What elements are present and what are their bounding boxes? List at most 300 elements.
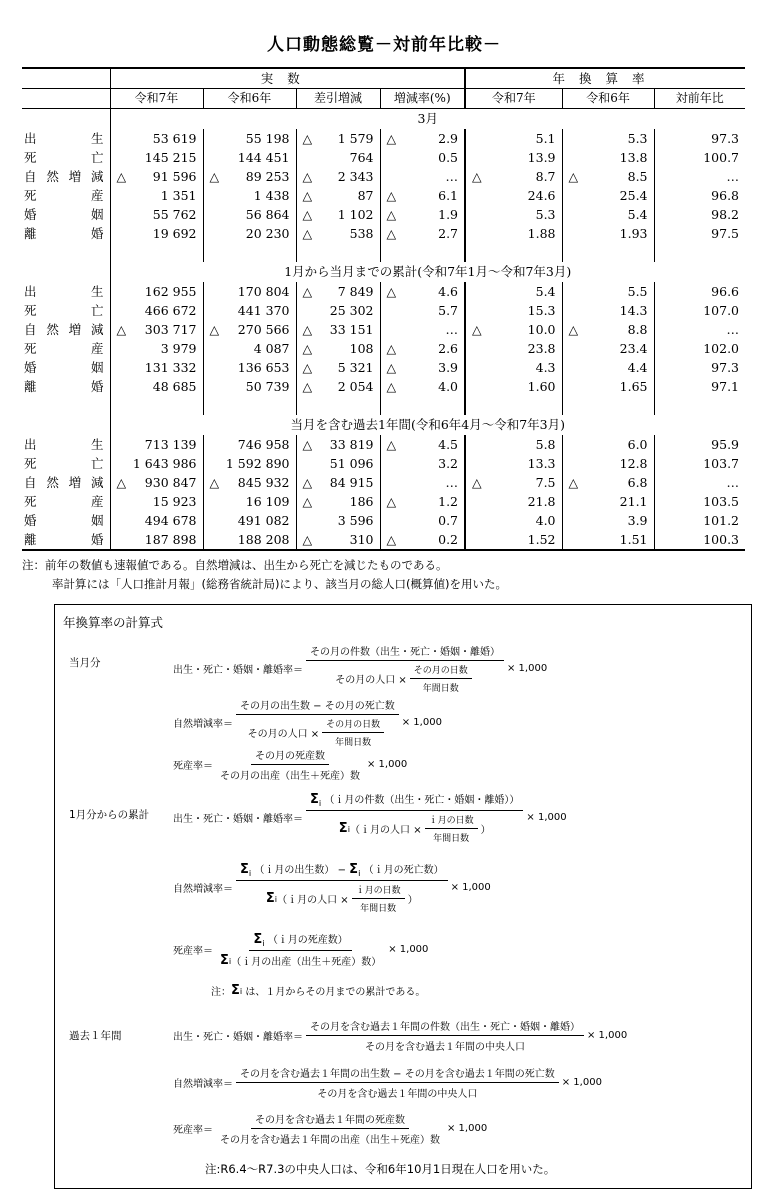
cell-value: 10.0: [527, 322, 556, 337]
row-label: 出生: [24, 437, 104, 452]
cell-y7: [465, 282, 562, 301]
cell-rate: [380, 435, 465, 454]
cell-value: 20 230: [245, 226, 290, 241]
cell-value: 12.8: [619, 456, 648, 471]
numerator: その月の件数（出生・死亡・婚姻・離婚）: [306, 643, 504, 661]
cell-y7: [465, 530, 562, 550]
row-label: 死亡: [24, 456, 104, 471]
table-row: [22, 377, 745, 396]
cell-value: 1.65: [619, 379, 648, 394]
cell-y6: [562, 435, 654, 454]
cell-r7: [110, 473, 203, 492]
times-1000: × 1,000: [507, 663, 548, 674]
cell-y7: [465, 358, 562, 377]
cell-value: 1 351: [160, 188, 197, 203]
denominator: [331, 661, 479, 694]
cell-value: 5.5: [627, 284, 648, 299]
formula-cumulative-natural: [173, 861, 491, 914]
cell-y7: [465, 186, 562, 205]
cell-diff: [296, 511, 380, 530]
cell-value: 4.5: [438, 437, 459, 452]
cell-value: 3.9: [438, 360, 459, 375]
cell-rate: [380, 129, 465, 148]
numerator: その月を含む過去１年間の出生数 − その月を含む過去１年間の死亡数: [236, 1065, 559, 1083]
cell-value: 13.9: [527, 150, 556, 165]
days-top: ｉ月の日数: [425, 813, 478, 829]
table-row: [22, 205, 745, 224]
cell-r6: [203, 129, 296, 148]
table-row: [22, 148, 745, 167]
cell-value: 23.4: [619, 341, 648, 356]
cell-value: 186: [349, 494, 374, 509]
col-diff: 差引増減: [296, 89, 380, 109]
cell-ratio: [654, 186, 745, 205]
cell-value: …: [726, 475, 740, 490]
minus-triangle-icon: △: [386, 360, 397, 375]
cell-value: 19 692: [152, 226, 197, 241]
times-1000: × 1,000: [450, 882, 491, 893]
denominator: [262, 881, 422, 914]
page-title: 人口動態総覧－対前年比較－: [267, 35, 501, 55]
cell-value: 144 451: [237, 150, 290, 165]
cell-r6: [203, 435, 296, 454]
cell-rate: [380, 301, 465, 320]
cell-value: 100.7: [703, 150, 740, 165]
cell-diff: [296, 186, 380, 205]
cell-y7: [465, 492, 562, 511]
cell-y7: [465, 148, 562, 167]
cell-y7: [465, 473, 562, 492]
minus-triangle-icon: △: [209, 169, 220, 184]
cell-y7: [465, 377, 562, 396]
cell-r7: [110, 339, 203, 358]
cell-r6: [203, 339, 296, 358]
cell-value: 1.2: [438, 494, 459, 509]
days-fraction: [352, 883, 405, 914]
cell-value: 51 096: [329, 456, 374, 471]
lhs-rate: 出生・死亡・婚姻・離婚率＝: [173, 1032, 303, 1043]
cell-value: 845 932: [237, 475, 290, 490]
minus-triangle-icon: △: [302, 360, 313, 375]
cell-y7: [465, 435, 562, 454]
cell-value: 48 685: [152, 379, 197, 394]
cell-value: 24.6: [527, 188, 556, 203]
note-1: 注：前年の数値も速報値である。自然増減は、出生から死亡を減じたものである。: [22, 558, 448, 572]
table-row: [22, 530, 745, 550]
cell-ratio: [654, 454, 745, 473]
minus-triangle-icon: △: [302, 226, 313, 241]
minus: −: [337, 865, 346, 876]
numerator: その月の出生数 − その月の死亡数: [236, 697, 399, 715]
cell-value: 2.9: [438, 131, 459, 146]
cell-diff: [296, 148, 380, 167]
cell-r7: [110, 282, 203, 301]
cell-rate: [380, 473, 465, 492]
cell-r7: [110, 301, 203, 320]
cell-value: 170 804: [237, 284, 290, 299]
cell-value: 466 672: [144, 303, 197, 318]
sigma-icon: Σ: [240, 862, 249, 877]
cell-value: 13.8: [619, 150, 648, 165]
cell-value: 50 739: [245, 379, 290, 394]
cell-value: 1.52: [527, 532, 556, 547]
table-row: [22, 454, 745, 473]
formula-monthly-rate: [173, 643, 547, 694]
cell-rate: [380, 205, 465, 224]
cell-value: 56 864: [245, 207, 290, 222]
cell-value: 8.8: [627, 322, 648, 337]
cell-y6: [562, 511, 654, 530]
cell-y6: [562, 530, 654, 550]
cell-r6: [203, 301, 296, 320]
cell-value: 25.4: [619, 188, 648, 203]
minus-triangle-icon: △: [209, 322, 220, 337]
cell-rate: [380, 320, 465, 339]
cell-value: 7.5: [535, 475, 556, 490]
cell-value: 97.3: [711, 131, 740, 146]
denominator: その月を含む過去１年間の中央人口: [365, 1042, 525, 1053]
minus-triangle-icon: △: [116, 322, 127, 337]
cell-y6: [562, 282, 654, 301]
cell-value: 84 915: [329, 475, 374, 490]
cell-y7: [465, 511, 562, 530]
cell-y6: [562, 205, 654, 224]
cell-diff: [296, 339, 380, 358]
cell-value: 89 253: [245, 169, 290, 184]
table-row: [22, 129, 745, 148]
num-deaths: （ｉ月の死亡数）: [363, 865, 444, 876]
denom-text: （ｉ月の出産（出生＋死産）数）: [231, 957, 382, 968]
minus-triangle-icon: △: [302, 169, 313, 184]
cell-y7: [465, 339, 562, 358]
sigma-sub: i: [239, 985, 243, 996]
section-title: 1月から当月までの累計(令和7年1月～令和7年3月): [110, 262, 745, 282]
cell-ratio: [654, 301, 745, 320]
numerator: [236, 861, 448, 881]
cell-r6: [203, 148, 296, 167]
cell-value: 0.5: [438, 150, 459, 165]
cell-y6: [562, 492, 654, 511]
cell-value: 6.8: [627, 475, 648, 490]
denom-text: その月の人口 ×: [247, 729, 320, 740]
numerator: その月を含む過去１年間の件数（出生・死亡・婚姻・離婚）: [306, 1018, 584, 1036]
cell-value: 131 332: [144, 360, 197, 375]
cell-r6: [203, 282, 296, 301]
formula-past-rate: [173, 1018, 627, 1053]
days-top: その月の日数: [322, 717, 384, 733]
cell-diff: [296, 454, 380, 473]
cell-value: 103.7: [703, 456, 740, 471]
cell-y7: [465, 205, 562, 224]
fraction: [306, 791, 523, 844]
cell-rate: [380, 167, 465, 186]
cell-value: 1.93: [619, 226, 648, 241]
cell-value: 1 438: [253, 188, 290, 203]
sigma-sub: i: [274, 893, 278, 904]
cell-r7: [110, 377, 203, 396]
minus-triangle-icon: △: [302, 379, 313, 394]
cell-y6: [562, 358, 654, 377]
cell-ratio: [654, 320, 745, 339]
section-title-row: [22, 109, 745, 130]
cell-y6: [562, 167, 654, 186]
numerator: その月の死産数: [251, 747, 329, 765]
cell-rate: [380, 148, 465, 167]
cell-value: 1.51: [619, 532, 648, 547]
cell-value: 746 958: [237, 437, 290, 452]
lhs-stillbirth: 死産率＝: [173, 1125, 213, 1136]
note-2: 率計算には「人口推計月報」(総務省統計局)により、該当月の総人口(概算値)を用いた。: [52, 577, 507, 591]
formula-title: 年換算率の計算式: [63, 615, 164, 630]
section-spacer: [22, 396, 745, 415]
fraction: [306, 643, 504, 694]
cell-r7: [110, 454, 203, 473]
cell-y6: [562, 186, 654, 205]
sigma-icon: Σ: [253, 932, 263, 947]
row-label: 自然増減: [24, 322, 104, 337]
row-label: 死亡: [24, 303, 104, 318]
minus-triangle-icon: △: [386, 188, 397, 203]
cell-y6: [562, 454, 654, 473]
col-r7: 令和7年: [110, 89, 203, 109]
cell-value: 4.0: [438, 379, 459, 394]
cell-r7: [110, 320, 203, 339]
fraction: [306, 1018, 584, 1053]
cell-rate: [380, 511, 465, 530]
cell-value: …: [445, 322, 459, 337]
header-row-groups: [22, 68, 745, 89]
sigma-sub: i: [262, 938, 265, 948]
cell-value: 107.0: [703, 303, 740, 318]
cell-r7: [110, 511, 203, 530]
table-row: [22, 511, 745, 530]
label-past-year: 過去１年間: [69, 1030, 122, 1042]
section-title-row: [22, 262, 745, 282]
cell-diff: [296, 435, 380, 454]
formula-box: [54, 604, 752, 1189]
row-label: 死産: [24, 341, 104, 356]
cell-r7: [110, 358, 203, 377]
cell-value: 3 596: [337, 513, 374, 528]
cell-ratio: [654, 129, 745, 148]
cell-value: 101.2: [703, 513, 740, 528]
minus-triangle-icon: △: [116, 475, 127, 490]
cell-value: 5.7: [438, 303, 459, 318]
cell-value: 764: [349, 150, 374, 165]
sigma-sub: i: [318, 798, 322, 808]
note-prefix: 注：: [211, 987, 231, 998]
denominator: その月を含む過去１年間の出産（出生＋死産）数: [220, 1135, 440, 1146]
header-annual-rate: 年換算率: [465, 68, 745, 89]
formula-monthly-natural: [173, 697, 442, 748]
days-bot: 年間日数: [433, 834, 470, 844]
close-paren: ）: [407, 895, 418, 906]
table-row: [22, 167, 745, 186]
table-row: [22, 186, 745, 205]
cell-value: 188 208: [237, 532, 290, 547]
cell-diff: [296, 205, 380, 224]
sigma-note: [211, 983, 425, 998]
cell-r7: [110, 530, 203, 550]
numerator: [306, 791, 523, 811]
cell-ratio: [654, 148, 745, 167]
sigma-icon: Σ: [231, 983, 240, 998]
cell-r6: [203, 511, 296, 530]
cell-rate: [380, 224, 465, 243]
minus-triangle-icon: △: [472, 322, 482, 337]
cell-value: 1.9: [438, 207, 459, 222]
cell-value: 1 102: [337, 207, 374, 222]
cell-r7: [110, 205, 203, 224]
cell-r6: [203, 320, 296, 339]
table-row: [22, 339, 745, 358]
row-label: 死産: [24, 494, 104, 509]
denominator: その月を含む過去１年間の中央人口: [317, 1089, 478, 1100]
table-row: [22, 301, 745, 320]
cell-ratio: [654, 167, 745, 186]
cell-ratio: [654, 530, 745, 550]
cell-rate: [380, 358, 465, 377]
times-1000: × 1,000: [367, 759, 408, 770]
sigma-sub: i: [248, 868, 252, 878]
table-notes: [22, 556, 507, 594]
lhs-natural: 自然増減率＝: [173, 719, 233, 730]
row-label: 出生: [24, 131, 104, 146]
cell-rate: [380, 492, 465, 511]
minus-triangle-icon: △: [386, 494, 397, 509]
days-top: ｉ月の日数: [352, 883, 405, 899]
minus-triangle-icon: △: [302, 475, 313, 490]
minus-triangle-icon: △: [386, 207, 397, 222]
cell-diff: [296, 301, 380, 320]
note-text: は、１月からその月までの累計である。: [245, 987, 426, 998]
cell-value: 96.6: [711, 284, 740, 299]
cell-value: 8.5: [627, 169, 648, 184]
row-label: 死産: [24, 188, 104, 203]
col-r6: 令和6年: [203, 89, 296, 109]
cell-ratio: [654, 511, 745, 530]
section-spacer: [22, 243, 745, 262]
cell-rate: [380, 339, 465, 358]
cell-value: 1.60: [527, 379, 556, 394]
cell-value: 97.5: [711, 226, 740, 241]
num-births: （ｉ月の出生数）: [254, 865, 335, 876]
cell-y6: [562, 320, 654, 339]
col-y7: 令和7年: [465, 89, 562, 109]
cell-y6: [562, 129, 654, 148]
cell-value: 6.0: [627, 437, 648, 452]
cell-value: 23.8: [527, 341, 556, 356]
cell-diff: [296, 129, 380, 148]
formula-past-natural: [173, 1065, 602, 1100]
days-bot: 年間日数: [422, 684, 459, 694]
lhs-stillbirth: 死産率＝: [173, 946, 213, 957]
cell-ratio: [654, 358, 745, 377]
cell-r6: [203, 358, 296, 377]
cell-value: 103.5: [703, 494, 740, 509]
label-monthly: 当月分: [69, 657, 101, 669]
sigma-icon: Σ: [220, 953, 229, 968]
days-fraction: [425, 813, 478, 844]
cell-r6: [203, 530, 296, 550]
days-bot: 年間日数: [335, 738, 372, 748]
lhs-natural: 自然増減率＝: [173, 1079, 233, 1090]
cell-value: 7 849: [337, 284, 374, 299]
cell-value: …: [445, 169, 459, 184]
cell-value: 91 596: [152, 169, 197, 184]
cell-value: 538: [349, 226, 374, 241]
cell-r7: [110, 435, 203, 454]
cell-value: 4.0: [535, 513, 556, 528]
sigma-icon: Σ: [310, 792, 319, 807]
cell-r7: [110, 148, 203, 167]
col-ratio: 対前年比: [654, 89, 745, 109]
sigma-sub: i: [228, 955, 232, 966]
cell-value: 930 847: [144, 475, 197, 490]
minus-triangle-icon: △: [472, 169, 482, 184]
days-top: その月の日数: [410, 663, 472, 679]
cell-value: 33 151: [329, 322, 374, 337]
cell-ratio: [654, 339, 745, 358]
cell-diff: [296, 282, 380, 301]
cell-value: 1.88: [527, 226, 556, 241]
cell-value: 97.1: [711, 379, 740, 394]
cell-value: 0.7: [438, 513, 459, 528]
cell-value: 21.8: [527, 494, 556, 509]
cell-value: 4.3: [535, 360, 556, 375]
numerator: [249, 931, 351, 951]
cell-value: 2 343: [337, 169, 374, 184]
cell-value: 55 762: [152, 207, 197, 222]
cell-y7: [465, 454, 562, 473]
denom-text: （ｉ月の人口 ×: [277, 895, 349, 906]
cell-rate: [380, 282, 465, 301]
minus-triangle-icon: △: [386, 437, 397, 452]
cell-value: 5.4: [535, 284, 556, 299]
cell-value: 145 215: [144, 150, 197, 165]
lhs-stillbirth: 死産率＝: [173, 761, 213, 772]
row-label: 婚姻: [24, 360, 104, 375]
cell-value: 4.6: [438, 284, 459, 299]
minus-triangle-icon: △: [568, 322, 579, 337]
cell-rate: [380, 530, 465, 550]
cell-value: 2.7: [438, 226, 459, 241]
minus-triangle-icon: △: [568, 475, 579, 490]
cell-ratio: [654, 473, 745, 492]
cell-value: 5.4: [627, 207, 648, 222]
col-rate: 増減率(%): [380, 89, 465, 109]
minus-triangle-icon: △: [302, 494, 313, 509]
lhs-rate: 出生・死亡・婚姻・離婚率＝: [173, 665, 303, 676]
cell-value: …: [726, 322, 740, 337]
cell-value: …: [445, 475, 459, 490]
cell-y7: [465, 129, 562, 148]
table-row: [22, 282, 745, 301]
cell-value: 1 643 986: [132, 456, 197, 471]
cell-value: …: [726, 169, 740, 184]
cell-r7: [110, 129, 203, 148]
cell-r6: [203, 454, 296, 473]
formula-cumulative-stillbirth: [173, 931, 428, 968]
formula-cumulative-rate: [173, 791, 567, 844]
lhs-natural: 自然増減率＝: [173, 884, 233, 895]
formula-monthly-stillbirth: [173, 747, 407, 782]
formula-past-stillbirth: [173, 1111, 487, 1146]
cell-value: 5.8: [535, 437, 556, 452]
cell-value: 87: [357, 188, 374, 203]
section-title: 当月を含む過去1年間(令和6年4月～令和7年3月): [110, 415, 745, 435]
cell-value: 270 566: [237, 322, 290, 337]
